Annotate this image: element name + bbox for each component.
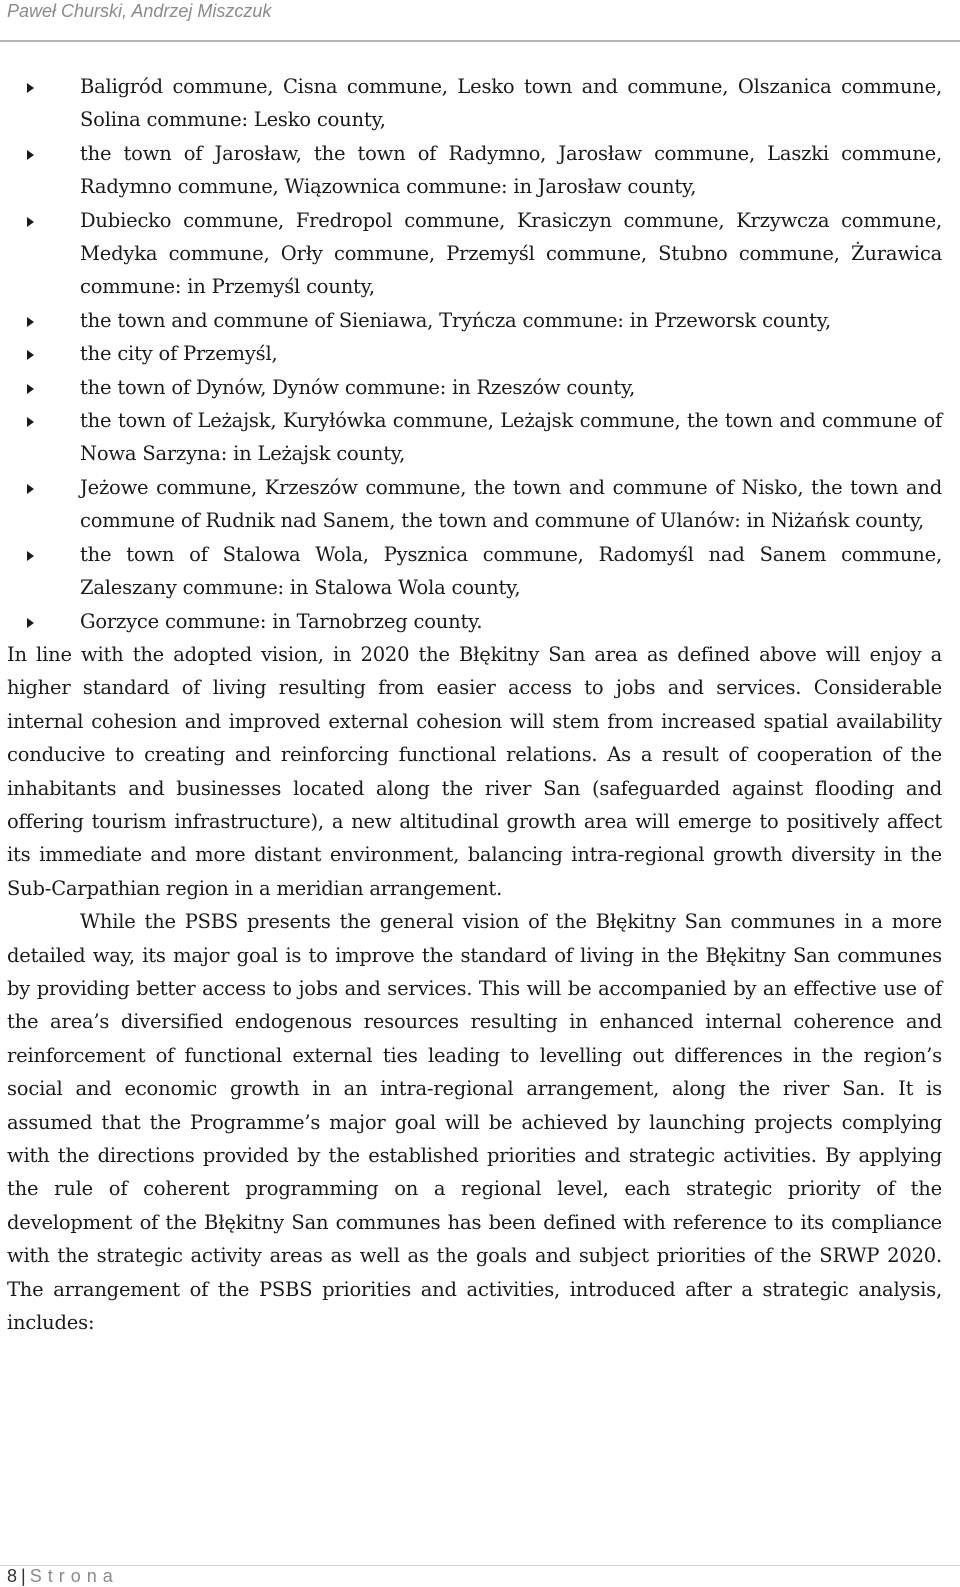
list-item xyxy=(7,371,942,404)
list-item-text: the town of Stalowa Wola, Pysznica commune, Radomyśl nad Sanem commune, Zaleszany commune: in Stalowa Wola county, xyxy=(80,542,942,600)
bullet-arrow-icon xyxy=(27,417,34,427)
list-item xyxy=(7,70,942,137)
list-item xyxy=(7,404,942,471)
list-item-text: the town and commune of Sieniawa, Tryńcza commune: in Przeworsk county, xyxy=(80,308,832,332)
bullet-arrow-icon xyxy=(27,384,34,394)
list-item-text: the town of Dynów, Dynów commune: in Rzeszów county, xyxy=(80,375,636,399)
header-authors: Paweł Churski, Andrzej Miszczuk xyxy=(7,1,272,21)
list-item-text: the town of Jarosław, the town of Radymno, Jarosław commune, Laszki commune, Radymno commune, Wiązownica commune: in Jarosław county, xyxy=(80,141,942,199)
bullet-arrow-icon xyxy=(27,83,34,93)
bullet-arrow-icon xyxy=(27,317,34,327)
list-item xyxy=(7,538,942,605)
list-item xyxy=(7,304,942,337)
page-content xyxy=(7,70,942,1339)
vision-paragraph: In line with the adopted vision, in 2020 the Błękitny San area as defined above will enjoy a higher standard of living resulting from easier access to jobs and services. Considerable internal cohesion and improved external cohesion will stem from increased spatial availability conducive to creating and reinforcing functional relations. As a result of cooperation of the inhabitants and businesses located along the river San (safeguarded against flooding and offering tourism infrastructure), a new altitudinal growth area will emerge to positively affect its immediate and more distant environment, balancing intra-regional growth diversity in the Sub-Carpathian region in a meridian arrangement. xyxy=(7,642,942,900)
list-item-text: the town of Leżajsk, Kuryłówka commune, Leżajsk commune, the town and commune of Nowa Sarzyna: in Leżajsk county, xyxy=(80,409,942,466)
bullet-arrow-icon xyxy=(27,484,34,494)
list-item xyxy=(7,137,942,204)
bullet-arrow-icon xyxy=(27,217,34,227)
list-item-text: Baligród commune, Cisna commune, Lesko town and commune, Olszanica commune, Solina commune: Lesko county, xyxy=(80,75,942,132)
list-item xyxy=(7,605,942,638)
list-item xyxy=(7,471,942,538)
list-item-text: the city of Przemyśl, xyxy=(80,342,278,366)
footer-separator: | xyxy=(21,1566,26,1586)
bullet-arrow-icon xyxy=(27,551,34,561)
page-footer xyxy=(7,1566,119,1586)
bullet-arrow-icon xyxy=(27,150,34,160)
list-item-text: Gorzyce commune: in Tarnobrzeg county. xyxy=(80,609,483,633)
footer-page-label: Strona xyxy=(29,1566,119,1586)
footer-divider xyxy=(0,1565,960,1566)
list-item xyxy=(7,204,942,304)
list-item xyxy=(7,337,942,370)
header-divider xyxy=(0,40,960,42)
bullet-arrow-icon xyxy=(27,618,34,628)
bullet-arrow-icon xyxy=(27,350,34,360)
page-number: 8 xyxy=(7,1566,18,1586)
list-item-text: Jeżowe commune, Krzeszów commune, the town and commune of Nisko, the town and commune of Rudnik nad Sanem, the town and commune of Ulanów: in Niżańsk county, xyxy=(80,475,942,533)
psbs-goal-paragraph: While the PSBS presents the general vision of the Błękitny San communes in a more detailed way, its major goal is to improve the standard of living in the Błękitny San communes by providing better access to jobs and services. This will be accompanied by an effective use of the area’s diversified endogenous resources resulting in enhanced internal coherence and reinforcement of functional external ties leading to levelling out differences in the region’s social and economic growth in an intra-regional arrangement, along the river San. It is assumed that the Programme’s major goal will be achieved by launching projects complying with the directions provided by the established priorities and strategic activities. By applying the rule of coherent programming on a regional level, each strategic priority of the development of the Błękitny San communes has been defined with reference to its compliance with the strategic activity areas as well as the goals and subject priorities of the SRWP 2020. The arrangement of the PSBS priorities and activities, introduced after a strategic analysis, includes: xyxy=(7,910,942,1335)
county-list xyxy=(7,70,942,638)
list-item-text: Dubiecko commune, Fredropol commune, Krasiczyn commune, Krzywcza commune, Medyka commune, Orły commune, Przemyśl commune, Stubno commune, Żurawica commune: in Przemyśl county, xyxy=(80,208,942,299)
